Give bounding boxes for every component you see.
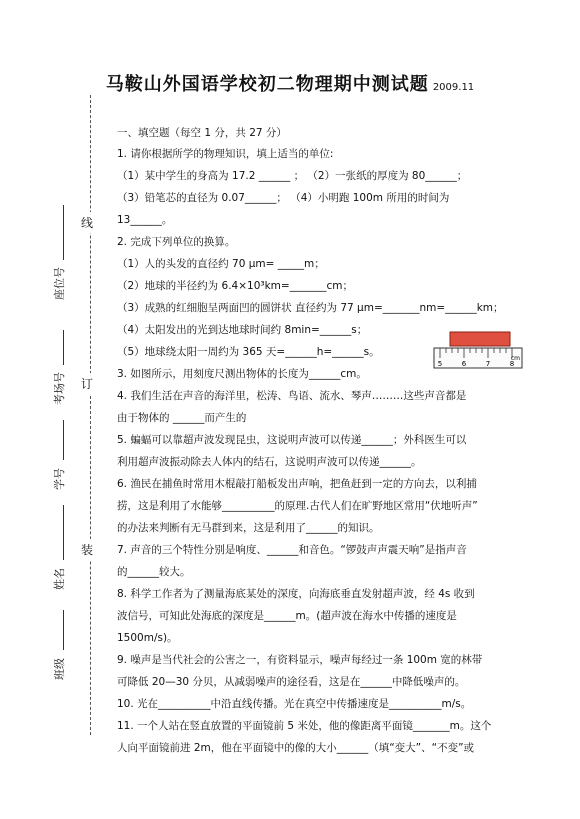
ruler-label-5: 5 <box>437 360 443 368</box>
q8-line-3: 1500m/s)。 <box>117 632 178 644</box>
q1-line-3: （3）铅笔芯的直径为 0.07______； （4）小明跑 100m 所用的时间为 <box>117 192 450 204</box>
q2-line-4: （3）成熟的红细胞呈两面凹的圆饼状 直径约为 77 μm=_______nm=______km； <box>117 302 504 314</box>
q1-line-2: （1）某中学生的身高为 17.2 ______ ； （2）一张纸的厚度为 80______； <box>117 170 468 182</box>
q8-line-2: 波信号，可知此处海底的深度是______m。(超声波在海水中传播的速度是 <box>117 610 457 622</box>
q4-line-1: 4. 我们生活在声音的海洋里，松涛、鸟语、流水、琴声………这些声音都是 <box>117 390 467 402</box>
q6-line-1: 6. 渔民在捕鱼时常用木棍敲打船板发出声响，把鱼赶到一定的方向去，以利捕 <box>117 478 477 490</box>
binding-word-xian: 线 <box>81 212 93 233</box>
q2-line-3: （2）地球的半径约为 6.4×10³km=_______cm； <box>117 280 353 292</box>
q3-line: 3. 如图所示，用刻度尺测出物体的长度为______cm。 <box>117 368 367 380</box>
q11-line-1: 11. 一个人站在竖直放置的平面镜前 5 米处，他的像距离平面镜_______m。这个 <box>117 720 492 732</box>
ruler-figure <box>432 330 524 370</box>
exam-room-label: 考场号 <box>53 372 66 405</box>
q7-line-1: 7. 声音的三个特性分别是响度、______和音色。“锣鼓声声震天响”是指声音 <box>117 544 467 556</box>
student-id-line <box>63 420 64 460</box>
q1-line-4: 13______。 <box>117 214 173 226</box>
exam-date: 2009.11 <box>432 82 475 93</box>
student-id-label: 学号 <box>53 468 66 490</box>
q9-line-2: 可降低 20—30 分贝，从减弱噪声的途径看，这是在______中降低噪声的。 <box>117 676 466 688</box>
exam-room-line <box>63 330 64 365</box>
seat-number-line <box>63 205 64 260</box>
q11-line-2: 人向平面镜前进 2m，他在平面镜中的像的大小______（填“变大”、“不变”或 <box>117 742 475 754</box>
q6-line-3: 的办法来判断有无马群到来，这是利用了______的知识。 <box>117 522 380 534</box>
q6-line-2: 捞，这是利用了水能够__________的原理.古代人们在旷野地区常用“伏地听声” <box>117 500 478 512</box>
class-line <box>63 610 64 650</box>
binding-word-zhuang: 装 <box>81 539 93 560</box>
q4-line-2: 由于物体的 ______而产生的 <box>117 412 247 424</box>
ruler-label-6: 6 <box>461 360 467 368</box>
ruler-label-8: 8 <box>509 360 515 368</box>
ruler-label-7: 7 <box>485 360 491 368</box>
q8-line-1: 8. 科学工作者为了测量海底某处的深度，向海底垂直发射超声波，经 4s 收到 <box>117 588 475 600</box>
binding-word-ding: 订 <box>81 373 93 394</box>
seat-number-label: 座位号 <box>53 267 66 300</box>
q1-line-1: 1. 请你根据所学的物理知识，填上适当的单位: <box>117 148 334 160</box>
class-label: 班级 <box>53 658 66 680</box>
q2-line-2: （1）人的头发的直径约 70 μm= _____m； <box>117 258 325 270</box>
q7-line-2: 的______较大。 <box>117 566 191 578</box>
q2-line-5: （4）太阳发出的光到达地球时间约 8min=______s； <box>117 324 368 336</box>
q2-line-1: 2. 完成下列单位的换算。 <box>117 236 236 248</box>
binding-dashed-line <box>90 95 91 735</box>
q5-line-1: 5. 蝙蝠可以靠超声波发现昆虫，这说明声波可以传递______；外科医生可以 <box>117 434 467 446</box>
exam-title-text: 马鞍山外国语学校初二物理期中测试题 <box>105 74 429 95</box>
section-header: 一、填空题（每空 1 分，共 27 分） <box>117 127 287 139</box>
exam-title <box>0 70 580 96</box>
q10-line: 10. 光在__________中沿直线传播。光在真空中传播速度是__________m/s。 <box>117 698 472 710</box>
q5-line-2: 利用超声波振动除去人体内的结石，这说明声波可以传递______。 <box>117 456 422 468</box>
name-line <box>63 505 64 560</box>
q2-line-6: （5）地球绕太阳一周约为 365 天=______h=______s。 <box>117 346 380 358</box>
measured-object <box>450 332 510 346</box>
q9-line-1: 9. 噪声是当代社会的公害之一，有资料显示，噪声每经过一条 100m 宽的林带 <box>117 654 483 666</box>
ruler-unit: cm <box>510 355 520 362</box>
name-label: 姓名 <box>53 568 66 590</box>
